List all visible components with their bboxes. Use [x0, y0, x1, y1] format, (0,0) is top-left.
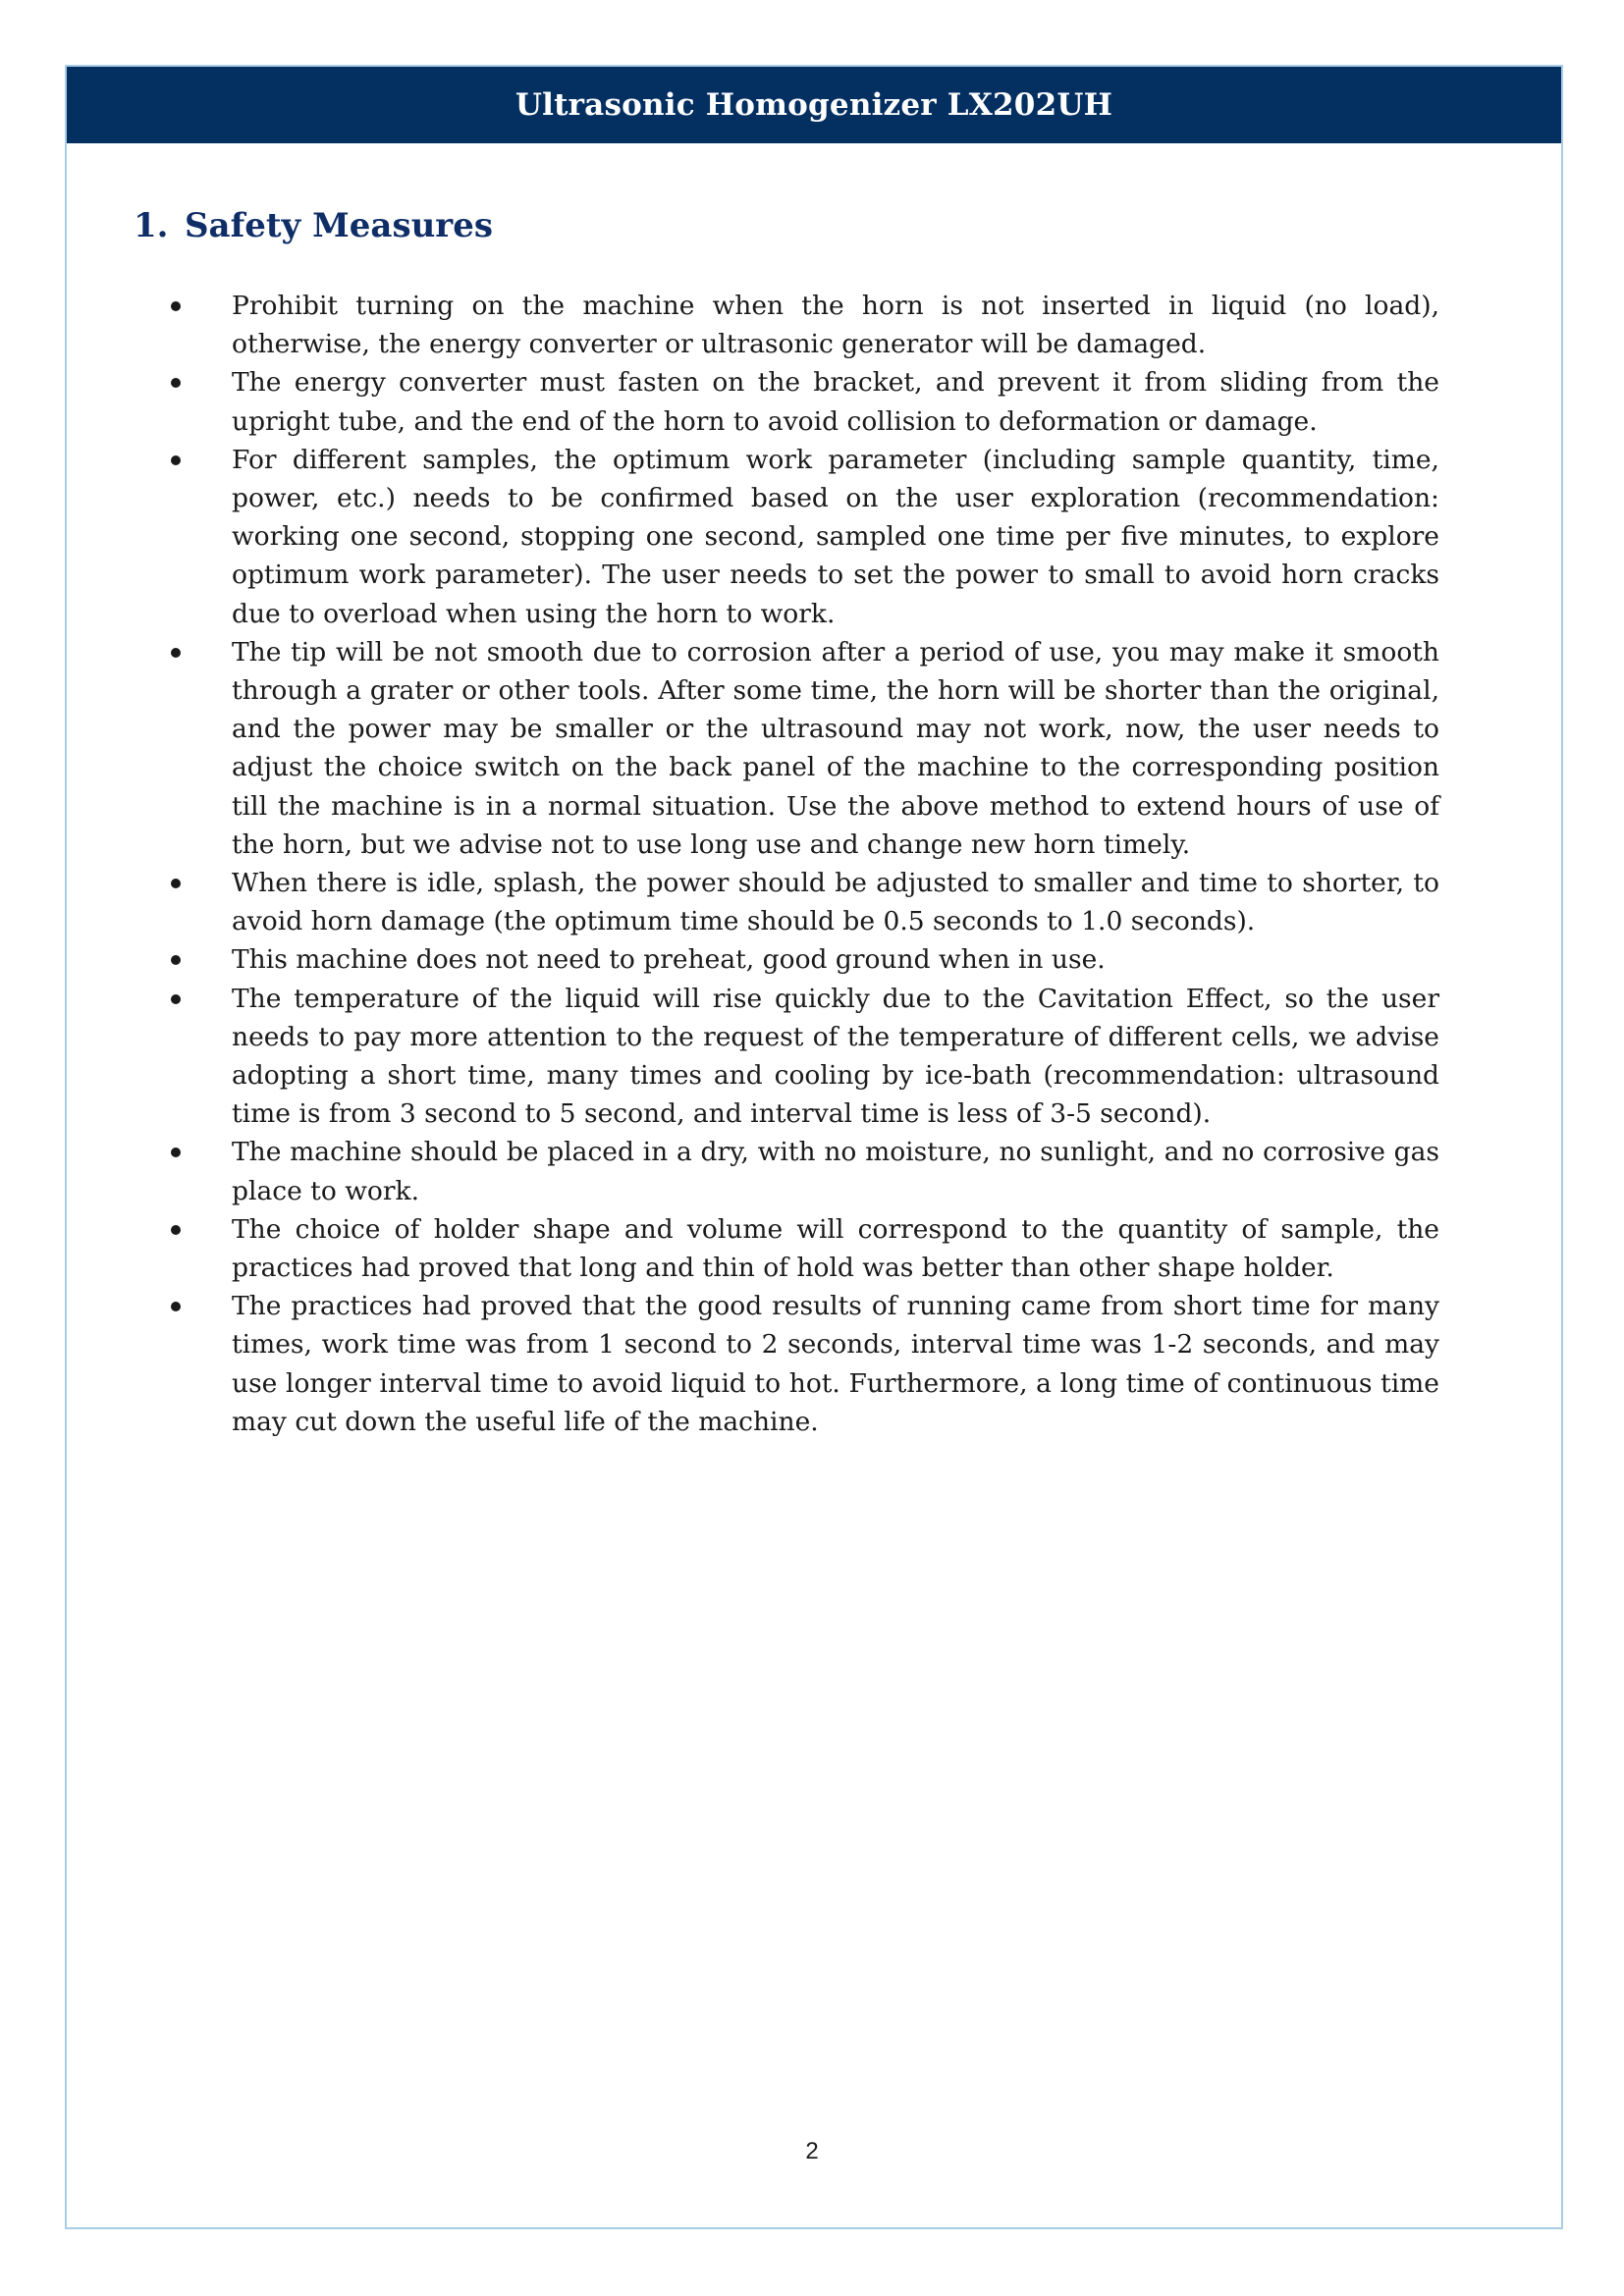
bullet-icon	[171, 455, 181, 465]
list-item	[134, 633, 1439, 864]
bullet-icon	[171, 994, 181, 1004]
bullet-icon	[171, 1148, 181, 1157]
list-item	[134, 287, 1439, 363]
list-item-text: Prohibit turning on the machine when the horn is not inserted in liquid (no load), otherwise, the energy converter or ultrasonic generator will be damaged.	[232, 291, 1439, 360]
list-item	[134, 1287, 1439, 1441]
section-heading	[134, 206, 1439, 245]
list-item	[134, 363, 1439, 440]
list-item-text: The choice of holder shape and volume will correspond to the quantity of sample, the practices had proved that long and thin of hold was better than other shape holder.	[232, 1213, 1439, 1284]
bullet-icon	[171, 378, 181, 388]
list-item-text: The temperature of the liquid will rise quickly due to the Cavitation Effect, so the user needs to pay more attention to the request of the temperature of different cells, we advise adopting a short time, many times and cooling by ice-bath (recommendation: ultrasound time is from 3 second to 5 second, and interval time is less of 3-5 second).	[232, 983, 1439, 1130]
list-item-text: The energy converter must fasten on the bracket, and prevent it from sliding from the upright tube, and the end of the horn to avoid collision to deformation or damage.	[232, 367, 1439, 437]
bullet-icon	[171, 955, 181, 965]
header-bar	[67, 67, 1561, 143]
page-number: 2	[805, 2138, 819, 2164]
list-item-text: This machine does not need to preheat, good ground when in use.	[232, 944, 1106, 976]
bullet-icon	[171, 648, 181, 658]
section-title: Safety Measures	[185, 206, 493, 245]
bullet-icon	[171, 301, 181, 311]
list-item	[134, 1133, 1439, 1209]
list-item-text: For different samples, the optimum work parameter (including sample quantity, time, power, etc.) needs to be confirmed based on the user exploration (recommendation: working one second, stopping one second, sampled one time per five minutes, to explore optimum work parameter). The user needs to set the power to small to avoid horn cracks due to overload when using the horn to work.	[232, 444, 1439, 629]
list-item-text: The practices had proved that the good results of running came from short time for many times, work time was from 1 second to 2 seconds, interval time was 1-2 seconds, and may use longer interval time to avoid liquid to hot. Furthermore, a long time of continuous time may cut down the useful life of the machine.	[232, 1291, 1439, 1437]
list-item-text: When there is idle, splash, the power should be adjusted to smaller and time to shorter, to avoid horn damage (the optimum time should be 0.5 seconds to 1.0 seconds).	[232, 868, 1439, 937]
list-item	[134, 1210, 1439, 1287]
safety-measures-section	[134, 206, 1439, 1441]
list-item	[134, 441, 1439, 633]
list-item-text: The machine should be placed in a dry, with no moisture, no sunlight, and no corrosive gas place to work.	[232, 1137, 1439, 1206]
list-item	[134, 980, 1439, 1134]
list-item-text: The tip will be not smooth due to corrosion after a period of use, you may make it smooth through a grater or other tools. After some time, the horn will be shorter than the original, and the power may be smaller or the ultrasound may not work, now, the user needs to adjust the choice switch on the back panel of the machine to the corresponding position till the machine is in a normal situation. Use the above method to extend hours of use of the horn, but we advise not to use long use and change new horn timely.	[232, 636, 1439, 860]
list-item	[134, 940, 1439, 979]
bullet-icon	[171, 1302, 181, 1311]
bullet-icon	[171, 879, 181, 888]
section-number: 1.	[134, 206, 169, 245]
document-title: Ultrasonic Homogenizer LX202UH	[514, 87, 1113, 123]
safety-bullet-list	[134, 287, 1439, 1441]
list-item	[134, 864, 1439, 940]
bullet-icon	[171, 1225, 181, 1235]
